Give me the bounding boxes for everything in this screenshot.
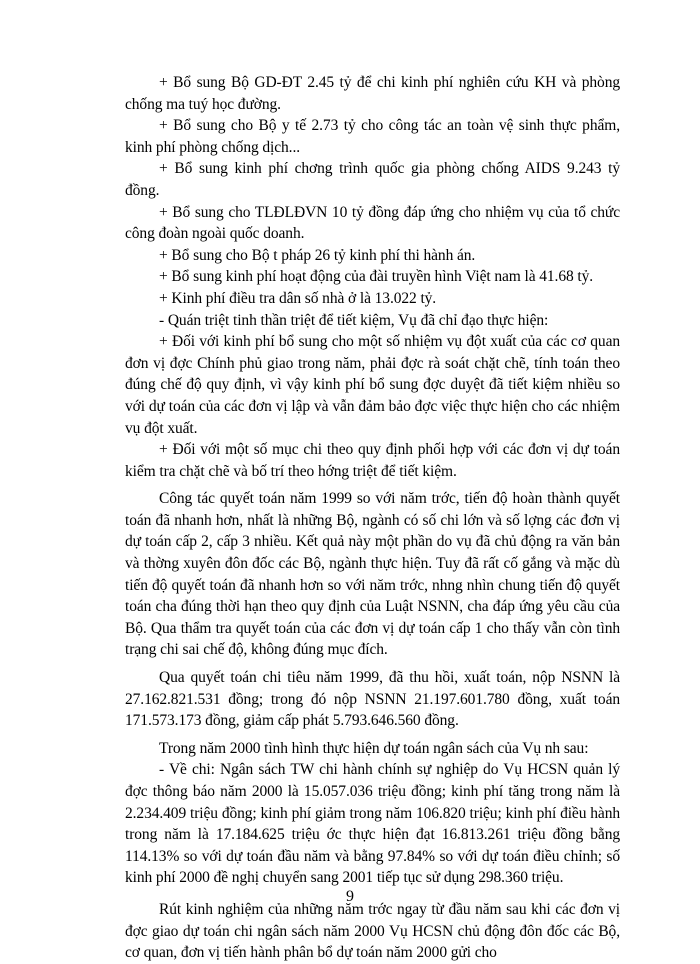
paragraph-bo-sung-bo-y-te: + Bổ sung cho Bộ y tế 2.73 tỷ cho công tác an toàn vệ sinh thực phẩm, kinh phí phòng chống dịch...: [125, 117, 620, 156]
paragraph-qua-quyet-toan: Qua quyết toán chi tiêu năm 1999, đã thu hồi, xuất toán, nộp NSNN là 27.162.821.531 đồng; trong đó nộp NSNN 21.197.601.780 đồng, xuất toán 171.573.173 đồng, giảm cấp phát 5.793.646.560 đồng.: [125, 669, 620, 730]
page-number: 9: [346, 888, 354, 905]
paragraph-bo-sung-truyen-hinh: + Bổ sung kinh phí hoạt động của đài truyền hình Việt nam là 41.68 tỷ.: [159, 268, 594, 286]
paragraph-bo-sung-tlđlđvn: + Bổ sung cho TLĐLĐVN 10 tỷ đồng đáp ứng cho nhiệm vụ của tổ chức công đoàn ngoài quốc doanh.: [125, 203, 620, 243]
paragraph-trong-nam-2000: Trong năm 2000 tình hình thực hiện dự toán ngân sách của Vụ nh sau:: [159, 739, 589, 757]
paragraph-ve-chi: - Về chi: Ngân sách TW chi hành chính sự nghiệp do Vụ HCSN quản lý đợc thông báo năm 2000 là 15.057.036 triệu đồng; kinh phí tăng trong năm là 2.234.409 triệu đồng; kinh phí giảm trong năm 106.820 triệu; kinh phí điều hành trong năm là 17.184.625 triệu ớc thực hiện đạt 16.813.261 triệu đồng bằng 114.13% so với dự toán đầu năm và bằng 97.84% so với dự toán điều chỉnh; số kinh phí 2000 đề nghị chuyển sang 2001 tiếp tục sử dụng 298.360 triệu.: [125, 761, 620, 887]
paragraph-cong-tac-quyet-toan: Công tác quyết toán năm 1999 so với năm trớc, tiến độ hoàn thành quyết toán đã nhanh hơn, nhất là những Bộ, ngành có số chi lớn và số lợng các đơn vị dự toán cấp 2, cấp 3 nhiều. Kết quả này một phần do vụ đã chủ động ra văn bản và thờng xuyên đôn đốc các Bộ, ngành thực hiện. Tuy đã rất cố gắng và mặc dù tiến độ quyết toán đã nhanh hơn so với năm trớc, nhng nhìn chung tiến độ quyết toán cha đúng thời hạn theo quy định của Luật NSNN, cha đáp ứng yêu cầu của Bộ. Qua thẩm tra quyết toán của các đơn vị dự toán cấp 1 cho thấy vẫn còn tình trạng chi sai chế độ, không đúng mục đích.: [125, 490, 620, 659]
paragraph-kinh-phi-bo-sung: + Đối với kinh phí bổ sung cho một số nhiệm vụ đột xuất của các cơ quan đơn vị đợc Chính phủ giao trong năm, phải đợc rà soát chặt chẽ, tính toán theo đúng chế độ quy định, vì vậy kinh phí bổ sung đợc duyệt đã tiết kiệm nhiều so với dự toán của các đơn vị lập và vẫn đảm bảo đợc việc thực hiện cho các nhiệm vụ đột xuất.: [125, 333, 620, 437]
paragraph-bo-sung-bo-tu-phap: + Bổ sung cho Bộ t pháp 26 tỷ kinh phí thi hành án.: [159, 246, 476, 264]
paragraph-bo-sung-gddt: + Bổ sung Bộ GD-ĐT 2.45 tỷ để chi kinh phí nghiên cứu KH và phòng chống ma tuý học đường.: [125, 74, 620, 113]
paragraph-dieu-tra-dan-so: + Kinh phí điều tra dân số nhà ở là 13.022 tỷ.: [159, 289, 437, 307]
paragraph-muc-chi: + Đối với một số mục chi theo quy định phối hợp với các đơn vị dự toán kiểm tra chặt chẽ và bố trí theo hớng triệt để tiết kiệm.: [125, 441, 620, 480]
paragraph-rut-kinh-nghiem: Rút kinh nghiệm của những năm trớc ngay từ đầu năm sau khi các đơn vị đợc giao dự toán chi ngân sách năm 2000 Vụ HCSN chủ động đôn đốc các Bộ, cơ quan, đơn vị tiến hành phân bổ dự toán năm 2000 gửi cho: [125, 900, 620, 962]
body-text: [125, 72, 620, 964]
paragraph-quan-triet: - Quán triệt tinh thần triệt để tiết kiệm, Vụ đã chỉ đạo thực hiện:: [159, 311, 549, 329]
paragraph-bo-sung-aids: + Bổ sung kinh phí chơng trình quốc gia phòng chống AIDS 9.243 tỷ đồng.: [125, 160, 620, 199]
